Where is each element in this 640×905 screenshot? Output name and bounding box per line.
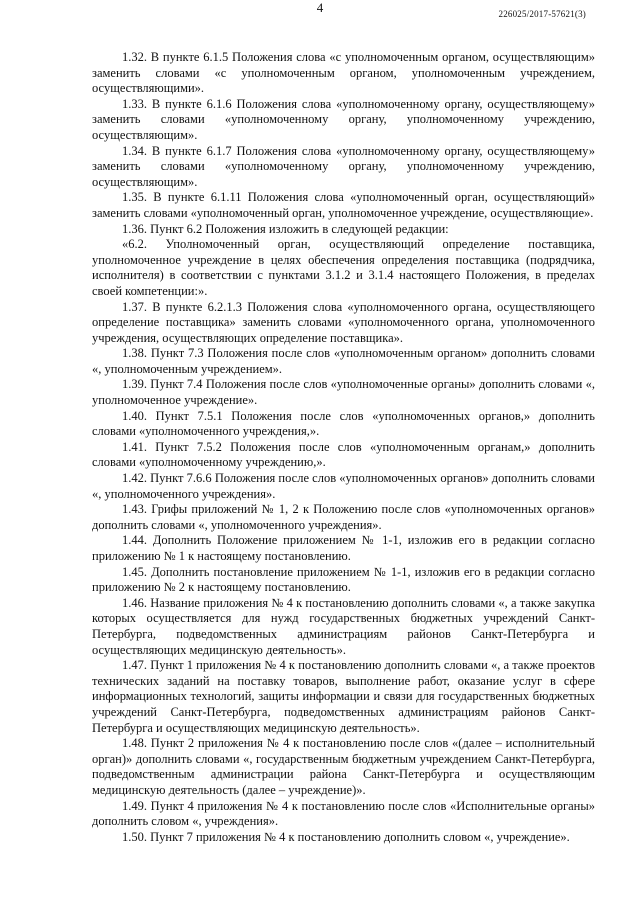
document-code: 226025/2017-57621(3) <box>498 9 586 19</box>
paragraph-1-41: 1.41. Пункт 7.5.2 Положения после слов «уполномоченным органам,» дополнить словами «уполномоченному учреждению,». <box>92 439 595 470</box>
paragraph-1-48: 1.48. Пункт 2 приложения № 4 к постановлению после слов «(далее – исполнительный орган)» дополнить словами «, государственным бюджетным учреждением Санкт-Петербурга, подведомственным администрации района Санкт-Петербурга и осуществляющим медицинскую деятельность (далее – учреждение)». <box>92 736 595 797</box>
paragraph-1-35: 1.35. В пункте 6.1.11 Положения слова «уполномоченный орган, осуществляющий» заменить словами «уполномоченный орган, уполномоченное учреждение, осуществляющие». <box>92 190 595 220</box>
paragraph-1-40: 1.40. Пункт 7.5.1 Положения после слов «уполномоченных органов,» дополнить словами «уполномоченного учреждения,». <box>92 408 595 439</box>
paragraph-1-49: 1.49. Пункт 4 приложения № 4 к постановлению после слов «Исполнительные органы» дополнить словом «, учреждения». <box>92 798 595 829</box>
page-number: 4 <box>316 0 324 15</box>
paragraph-1-38: 1.38. Пункт 7.3 Положения после слов «уполномоченным органом» дополнить словами «, уполномоченным учреждением». <box>92 346 595 376</box>
paragraph-1-39: 1.39. Пункт 7.4 Положения после слов «уполномоченные органы» дополнить словами «, уполномоченное учреждение». <box>92 377 595 408</box>
paragraph-1-42: 1.42. Пункт 7.6.6 Положения после слов «уполномоченных органов» дополнить словами «, уполномоченного учреждения». <box>92 471 595 501</box>
paragraph-6-2-quote: «6.2. Уполномоченный орган, осуществляющий определение поставщика, уполномоченное учреждение в целях обеспечения определения поставщика (подрядчика, исполнителя) в соответствии с пунктами 3.1.2 и 3.1.4 настоящего Положения, в пределах своей компетенции:». <box>92 237 595 298</box>
paragraph-1-34: 1.34. В пункте 6.1.7 Положения слова «уполномоченному органу, осуществляющему» заменить словами «уполномоченному органу, уполномоченному учреждению, осуществляющим». <box>92 143 595 189</box>
paragraph-1-45: 1.45. Дополнить постановление приложением № 1-1, изложив его в редакции согласно приложению № 2 к настоящему постановлению. <box>92 564 595 595</box>
document-body <box>92 50 595 845</box>
paragraph-1-36: 1.36. Пункт 6.2 Положения изложить в следующей редакции: <box>122 221 449 236</box>
paragraph-1-46: 1.46. Название приложения № 4 к постановлению дополнить словами «, а также закупка которых осуществляется для нужд государственных бюджетных учреждений Санкт-Петербурга, подведомственных администрациям районов Санкт-Петербурга и осуществляющих медицинскую деятельность». <box>92 595 595 657</box>
paragraph-1-50: 1.50. Пункт 7 приложения № 4 к постановлению дополнить словом «, учреждение». <box>122 829 570 844</box>
paragraph-1-44: 1.44. Дополнить Положение приложением № 1-1, изложив его в редакции согласно приложению № 1 к настоящему постановлению. <box>92 533 595 563</box>
paragraph-1-37: 1.37. В пункте 6.2.1.3 Положения слова «уполномоченного органа, осуществляющего определение поставщика» заменить словами «уполномоченного органа, уполномоченного учреждения, осуществляющих определение поставщика». <box>92 299 595 345</box>
paragraph-1-47: 1.47. Пункт 1 приложения № 4 к постановлению дополнить словами «, а также проектов технических заданий на поставку товаров, выполнение работ, оказание услуг в сфере информационных технологий, защиты информации и связи для государственных бюджетных учреждений Санкт-Петербурга, подведомственных администрациям районов Санкт-Петербурга и осуществляющих медицинскую деятельность». <box>92 658 595 735</box>
paragraph-1-43: 1.43. Грифы приложений № 1, 2 к Положению после слов «уполномоченных органов» дополнить словами «, уполномоченного учреждения». <box>92 502 595 532</box>
paragraph-1-33: 1.33. В пункте 6.1.6 Положения слова «уполномоченному органу, осуществляющему» заменить словами «уполномоченному органу, уполномоченному учреждению, осуществляющим». <box>92 96 595 142</box>
paragraph-1-32: 1.32. В пункте 6.1.5 Положения слова «с уполномоченным органом, осуществляющим» заменить словами «с уполномоченным органом, уполномоченным учреждением, осуществляющими». <box>92 50 595 96</box>
